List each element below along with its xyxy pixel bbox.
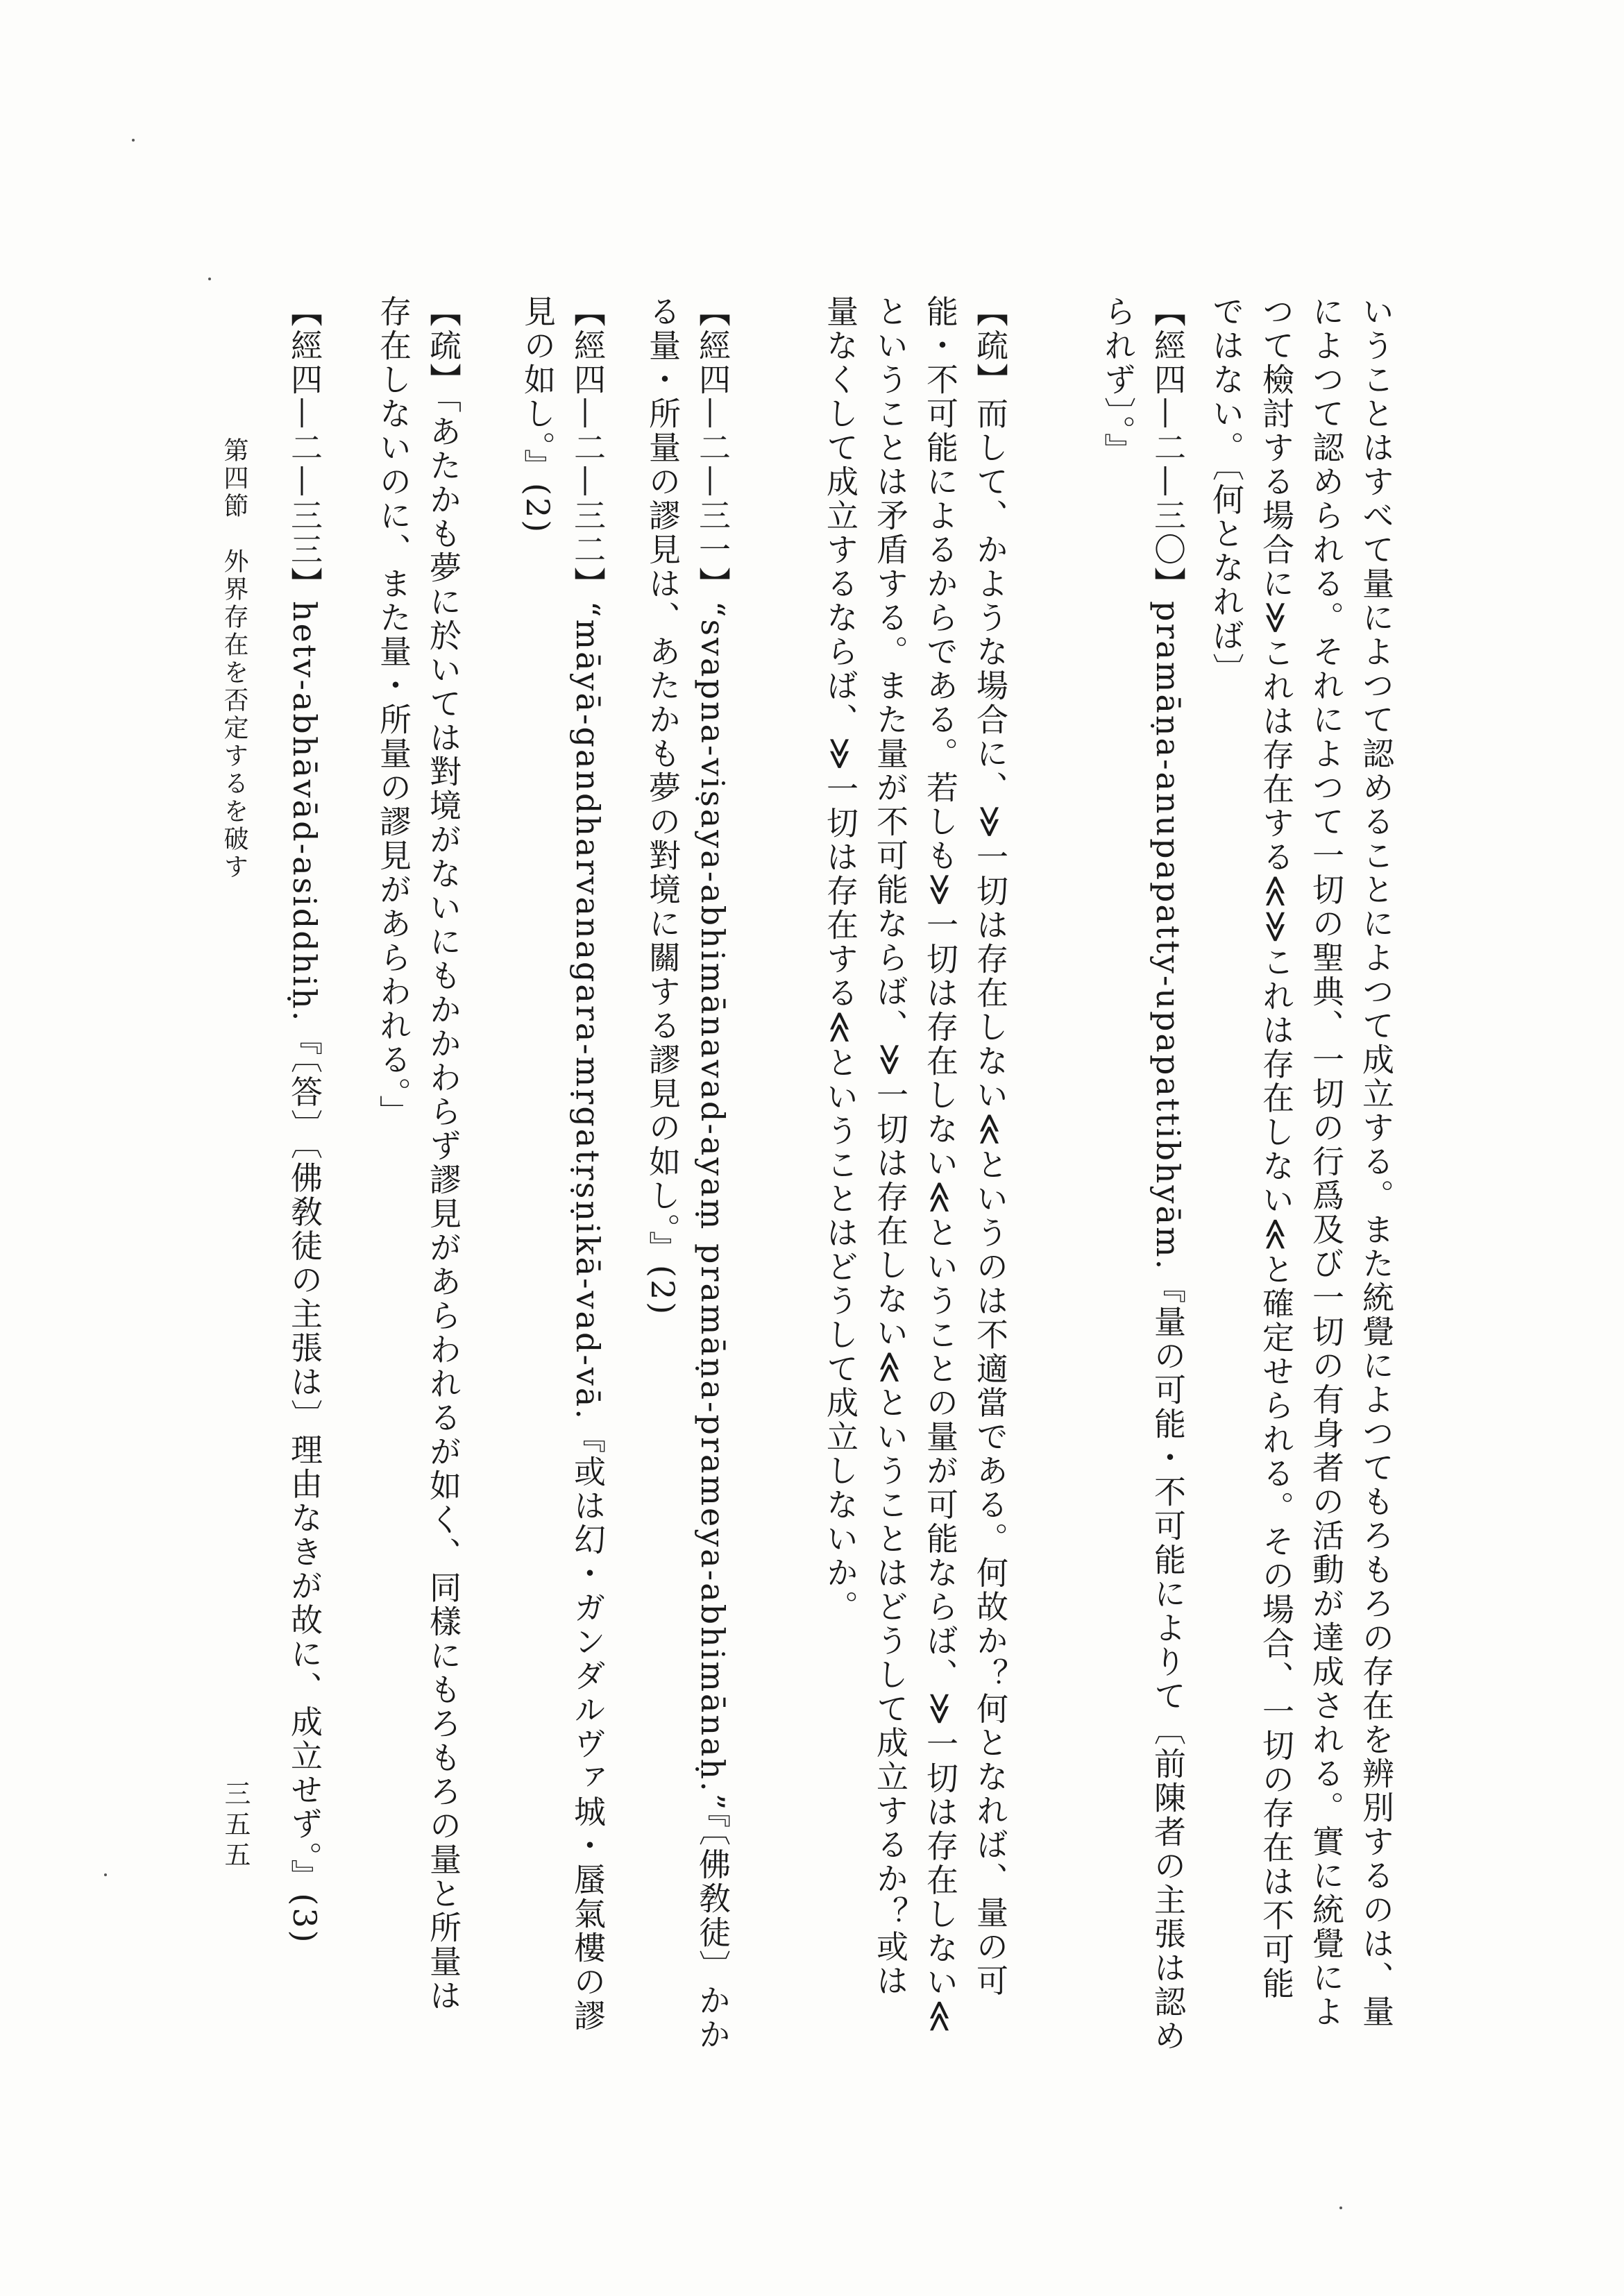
scan-speck (104, 1873, 107, 1876)
text-column-4: ではない。〔何となれば〕 (1208, 295, 1245, 687)
page-number: 三五五 (220, 1780, 251, 1871)
text-column-2: によつて認められる。それによつて一切の聖典、一切の行爲及び一切の有身者の活動が達成される。實に統覺によ (1308, 295, 1345, 2029)
commentary-column-6: 存在しないのに、また量・所量の謬見があらわれる。」 (375, 295, 412, 1129)
text-column-3: つて檢討する場合に≫これは存在する≪≫これは存在しない≪と確定せられる。その場合、一切の存在は不可能 (1258, 295, 1295, 2001)
sutra-heading-4-2-30: 【經四—二—三〇】pramāṇa-anupapatty-upapattibhyām.『量の可能・不可能によりて〔前陳者の主張は認め (1149, 295, 1187, 2054)
text-column-1: いうことはすべて量によつて認めることによつて成立する。また統覺によつてもろもろの存在を辨別するのは、量 (1357, 295, 1395, 2029)
text-column-6: られず〕。』 (1099, 295, 1137, 467)
scan-speck (132, 139, 135, 142)
scan-speck (208, 278, 211, 280)
running-head: 第四節 外界存在を否定するを破す (220, 437, 248, 881)
text-column-12: る量・所量の謬見は、あたかも夢の對境に關する謬見の如し。』(2) (644, 295, 682, 1317)
commentary-column-1: 【疏】而して、かような場合に、≫一切は存在しない≪というのは不適當である。何故か？何となれば、量の可 (972, 295, 1009, 1998)
commentary-column-5: 【疏】「あたかも夢に於いては對境がないにもかかわらず謬見があらわれるが如く、同樣にもろもろの量と所量は (425, 295, 462, 2013)
scan-speck (1339, 2206, 1342, 2209)
commentary-column-3: ということは矛盾する。また量が不可能ならば、≫一切は存在しない≪ということはどうして成立するか？或は (872, 295, 909, 1998)
text-column-14: 見の如し。』(2) (519, 295, 557, 535)
sutra-heading-4-2-33: 【經四—二—三三】hetv-abhāvād-asiddhiḥ.『〔答〕〔佛敎徒の主張は〕理由なきが故に、成立せず。』(3) (286, 295, 323, 1945)
sutra-heading-4-2-31: 【經四—二—三一】“svapna-viṣaya-abhimānavad-ayaṃ pramāṇa-prameya-abhimānaḥ.”『〔佛敎徒〕かか (694, 295, 731, 2052)
commentary-column-2: 能・不可能によるからである。若しも≫一切は存在しない≪ということの量が可能ならば、≫一切は存在しない≪ (922, 295, 959, 2035)
sutra-heading-4-2-32: 【經四—二—三二】“māyā-gandharvanagara-mṛgatṛṣṇikā-vad-vā.『或は幻・ガンダルヴァ城・蜃氣樓の謬 (569, 295, 607, 2033)
commentary-column-4: 量なくして成立するならば、≫一切は存在する≪ということはどうして成立しないか。 (822, 295, 859, 1624)
